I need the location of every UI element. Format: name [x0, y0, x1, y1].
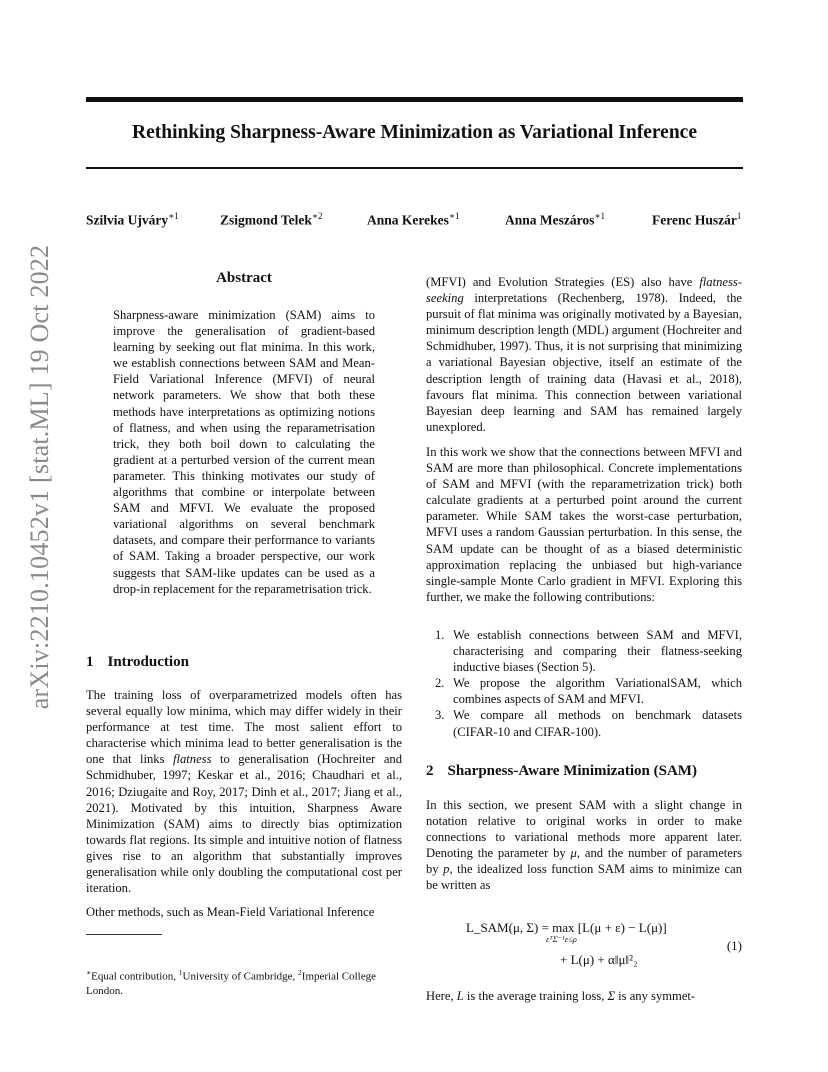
- list-item: 1. We establish connections between SAM and MFVI, characterising and comparing their flatness-seeking inductive biases (Section 5).: [435, 628, 742, 675]
- equation-line-2: + L(μ) + α‖μ‖²₂: [560, 952, 638, 967]
- equation-constraint: εᵀΣ⁻¹ε≤ρ: [546, 934, 577, 944]
- list-item: 2. We propose the algorithm VariationalSAM, which combines aspects of SAM and MFVI.: [435, 676, 742, 707]
- section-2-continuation: Here, L is the average training loss, Σ is any symmet-: [426, 989, 696, 1003]
- arxiv-stamp-text: arXiv:2210.10452v1 [stat.ML] 19 Oct 2022: [25, 244, 54, 710]
- equation-number: (1): [726, 938, 742, 953]
- paper-title: Rethinking Sharpness-Aware Minimization as Variational Inference: [132, 122, 697, 143]
- section-1-heading: [86, 654, 189, 671]
- section-2-paragraph: In this section, we present SAM with a slight change in notation relative to original works in order to make connections to variational methods more apparent later. Denoting the parameter by μ, and the number of parameters by p, the idealized loss function SAM aims to minimize can be written as: [426, 798, 742, 893]
- footnote-rule: [86, 934, 162, 935]
- arxiv-stamp: [10, 244, 70, 710]
- author-1: Szilvia Ujváry$^{∗1}$: [86, 211, 179, 228]
- author-2: Zsigmond Telek$^{∗2}$: [220, 211, 323, 228]
- title-bottom-rule: [86, 167, 743, 169]
- intro-paragraph-1: The training loss of overparametrized models often has several equally low minima, which may differ widely in their performance at test time. The most salient effort to characterise which minima lead to better generalisation is the one that links flatness to generalisation (Hochreiter and Schmidhuber, 1997; Keskar et al., 2016; Chaudhari et al., 2016; Dziugaite and Roy, 2017; Dinh et al., 2017; Jiang et al., 2021). Motivated by this intuition, Sharpness Aware Minimization (SAM) aims to directly bias optimization towards flat regions. Its simple and intuitive notion of flatness gives rise to an algorithm that substantially improves generalisation while only doubling the computational cost per iteration.: [86, 688, 403, 896]
- author-list: [86, 211, 743, 231]
- intro-paragraph-2: Other methods, such as Mean-Field Variational Inference: [86, 905, 375, 920]
- section-2-title: Sharpness-Aware Minimization (SAM): [447, 763, 697, 779]
- title-top-rule: [86, 97, 743, 102]
- introduction-body: [86, 687, 402, 920]
- section-1-number: 1: [86, 654, 94, 670]
- section-2-number: 2: [426, 763, 434, 779]
- right-paragraph-1: (MFVI) and Evolution Strategies (ES) also have flatness-seeking interpretations (Rechenberg, 1978). Indeed, the pursuit of flat minima was originally motivated by a Bayesian, minimum description length (MDL) argument (Hochreiter and Schmidhuber, 1997). Thus, it is not surprising that minimizing a variational Bayesian objective, itself an estimate of the description length of training data (Havasi et al., 2018), favours flat minima. This connection between variational Bayesian deep learning and SAM has remained largely unexplored.: [426, 275, 742, 434]
- author-3: Anna Kerekes$^{∗1}$: [367, 211, 460, 228]
- equation-1: [426, 918, 742, 976]
- list-item: 3. We compare all methods on benchmark datasets (CIFAR-10 and CIFAR-100).: [435, 708, 742, 739]
- equation-line-1: L_SAM(μ, Σ) = max [L(μ + ε) − L(μ)]: [466, 920, 667, 935]
- abstract-paragraph: Sharpness-aware minimization (SAM) aims to improve the generalisation of gradient-based learning by seeking out flat minima. In this work, we establish connections between SAM and Mean-Field Variational Inference (MFVI) of neural network parameters. We show that both these methods have interpretations as optimizing notions of flatness, and when using the reparametrisation trick, they both boil down to calculating the gradient at a perturbed version of the current mean parameter. This thinking motivates our study of algorithms that combine or interpolate between SAM and MFVI. We evaluate the proposed variational algorithms on several benchmark datasets, and compare their performance to variants of SAM. Taking a broader perspective, our work suggests that SAM-like updates can be used as a drop-in replacement for the reparametrisation trick.: [113, 308, 375, 596]
- contributions-list: [426, 627, 742, 740]
- abstract-text: [113, 307, 375, 597]
- author-5: Ferenc Huszár$^1$: [652, 211, 742, 228]
- footnote: ∗Equal contribution, $^1$University of Cambridge, $^2$Imperial College London.: [86, 968, 377, 997]
- author-4: Anna Meszáros$^{∗1}$: [505, 211, 605, 228]
- section-2-heading: [426, 763, 697, 780]
- right-paragraph-2: In this work we show that the connections between MFVI and SAM are more than philosophical. Concrete implementations of SAM and MFVI (with the reparametrization trick) both calculate gradients at a perturbed point around the current parameter. While SAM takes the worst-case perturbation, MFVI uses a random Gaussian perturbation. In this sense, the SAM update can be thought of as a biased deterministic approximation replacing the unbiased but high-variance single-sample Monte Carlo gradient in MFVI. Exploring this further, we make the following contributions:: [426, 445, 742, 604]
- abstract-heading: Abstract: [216, 270, 272, 286]
- section-1-title: Introduction: [107, 654, 189, 670]
